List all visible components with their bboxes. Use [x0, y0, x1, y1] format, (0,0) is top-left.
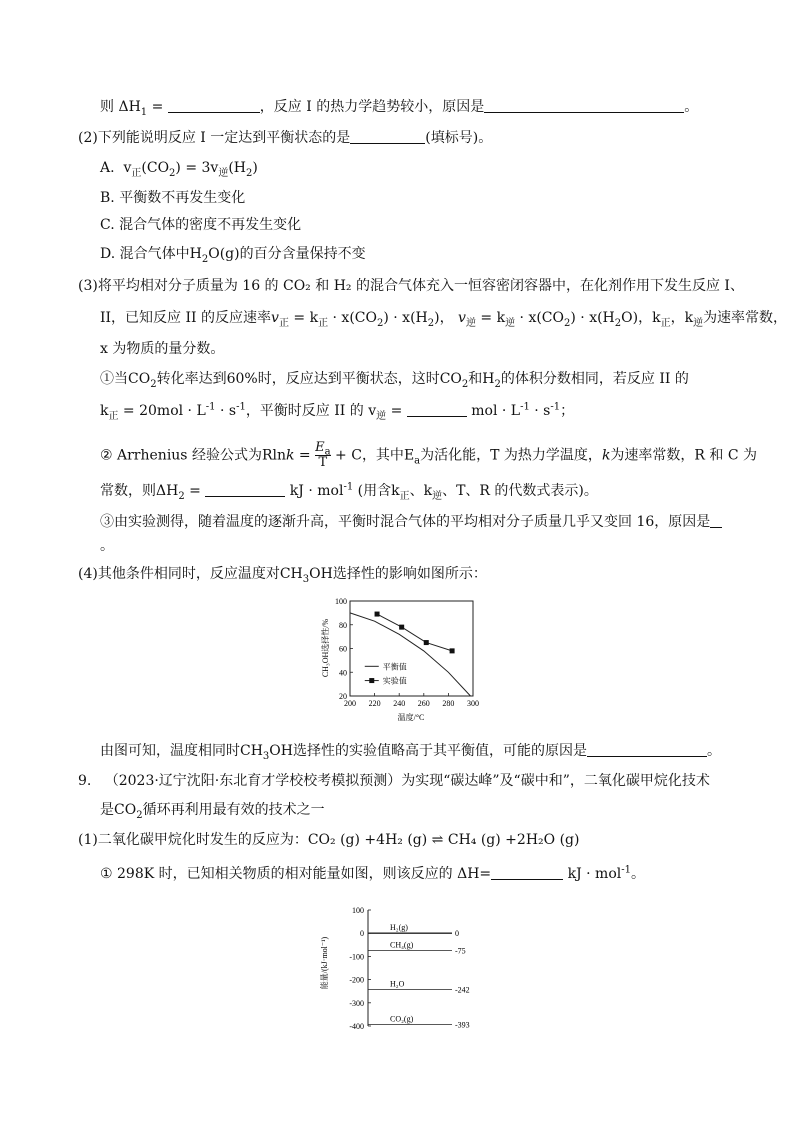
text: A.: [100, 160, 115, 176]
y-tick-label: -400: [349, 1022, 364, 1031]
text: ，其中: [361, 447, 404, 464]
y-tick-label: 60: [339, 644, 347, 654]
text: · s: [215, 403, 237, 419]
text: v: [458, 310, 466, 326]
text: ①当: [100, 371, 128, 387]
x-tick-label: 280: [442, 699, 455, 708]
text: = 20mol · L: [118, 403, 206, 419]
energy-level-species: H₂O: [390, 979, 405, 989]
text: ② Arrhenius 经验公式为: [100, 447, 262, 464]
text: O)，k: [621, 310, 661, 326]
text: = k: [475, 310, 506, 326]
answer-blank[interactable]: [205, 482, 285, 497]
text: 由图可知，温度相同时: [100, 743, 240, 759]
option-c: C. 混合气体的密度不再发生变化: [100, 217, 302, 233]
text: ΔH: [118, 99, 141, 115]
sub-question-3: [100, 512, 722, 532]
question-3-line2: II，已知反应 II 的反应速率$v_正 = k_正 \cdot x(CO_2) \cdot x(H_2)$， $v_逆 = k_逆 \cdot x(CO_2) \cdot x(H_2O)$，$k_正$，$k_逆$为速率常数，: [100, 310, 788, 329]
text: =: [184, 483, 206, 499]
experimental-point: [450, 648, 455, 653]
series-experimental-line: [377, 614, 452, 651]
energy-level-value: 0: [455, 929, 459, 939]
text: 正: [278, 317, 289, 329]
x-tick-label: 200: [344, 699, 356, 708]
answer-blank[interactable]: [407, 402, 467, 417]
x-tick-label: 240: [393, 699, 406, 708]
text: 和: [468, 371, 483, 387]
answer-blank[interactable]: [168, 98, 260, 113]
sub-question-2: ② Arrhenius 经验公式为Rlnk = $\frac{E_a}{T}$ + C，其中$E_a$为活化能，T 为热力学温度，k为速率常数，R 和 C 为: [100, 440, 758, 470]
text: CO: [128, 371, 151, 387]
text: ，k: [670, 310, 694, 326]
option-b: B. 平衡数不再发生变化: [100, 190, 246, 206]
text: 正: [131, 167, 142, 179]
text: mol · L: [471, 403, 521, 419]
problem-9-sub1: ① 298K 时，已知相关物质的相对能量如图，则该反应的 ΔH= kJ · mol$^{-1}$。: [100, 864, 645, 882]
text: (填标号)。: [425, 130, 493, 146]
text: H: [482, 371, 495, 387]
y-tick-label: 40: [339, 668, 347, 678]
x-axis-label: 温度/°C: [397, 713, 425, 722]
text: CH: [279, 566, 303, 582]
text: OH: [309, 566, 333, 582]
y-tick-label: 80: [339, 620, 347, 630]
text: 循环再利用最有效的技术之一: [142, 802, 325, 818]
text: CO: [114, 802, 137, 818]
text: · x(CO: [328, 310, 377, 326]
text: )，: [434, 310, 454, 326]
sub-question-1: ①当$CO_2$转化率达到60%时，反应达到平衡状态，这时$CO_2$和$H_2$的体积分数相同，若反应 II 的: [100, 371, 689, 390]
y-tick-label: -200: [349, 975, 364, 985]
text: II，已知反应 II 的反应速率: [100, 310, 272, 326]
text: 。: [630, 866, 645, 882]
text: (1)二氧化碳甲烷化时发生的反应为：: [78, 832, 308, 848]
sub-question-3-end: 。: [100, 538, 114, 554]
text: kJ · mol: [289, 483, 344, 499]
text: 逆: [218, 167, 229, 179]
option-d: D. 混合气体中$H_2O(g)$的百分含量保持不变: [100, 246, 366, 265]
text: (用含: [353, 483, 392, 499]
text: ln: [272, 447, 286, 464]
selectivity-chart: [318, 593, 490, 723]
problem-9-q1: [78, 830, 579, 850]
text: 时，反应达到平衡状态，这时: [257, 371, 440, 387]
text: 。: [684, 99, 699, 115]
y-axis-label: 能量/(kJ·mol⁻¹): [320, 936, 329, 990]
y-axis-label: CH₃OH选择性/%: [321, 618, 330, 678]
legend-equilibrium-label: 平衡值: [382, 662, 407, 672]
answer-blank[interactable]: [350, 129, 425, 144]
x-tick-label: 260: [417, 699, 430, 708]
text: 9.: [78, 773, 92, 789]
answer-blank[interactable]: [491, 865, 563, 880]
energy-level-species: CH₄(g): [390, 940, 414, 950]
answer-blank[interactable]: [484, 98, 684, 113]
text: 转化率达到: [156, 371, 227, 387]
text: 则: [100, 99, 114, 115]
energy-level-value: -75: [455, 946, 466, 956]
text: 选择性的实验值略高于其平衡值，可能的原因是: [292, 743, 587, 759]
text: (CO: [141, 160, 170, 176]
text: 。: [706, 743, 721, 759]
sub-question-2-cont: 常数，则$\Delta H_2$ = kJ · mol$^{-1}$ (用含$k_正$、$k_逆$、T、R 的代数式表示)。: [100, 481, 598, 502]
text: (4)其他条件相同时，反应温度对: [78, 566, 280, 582]
chart-axes: [335, 597, 479, 708]
experimental-point: [424, 640, 429, 645]
text: 为速率常数，R 和 C 为: [610, 447, 758, 464]
text: 、T、R 的代数式表示)。: [442, 483, 598, 499]
question-3-line1: (3)将平均相对分子质量为 16 的 CO₂ 和 H₂ 的混合气体充入一恒容密闭容器中，在化剂作用下发生反应 I、: [78, 278, 744, 294]
text: k: [100, 403, 109, 419]
text: 选择性的影响如图所示：: [332, 566, 487, 582]
y-tick-label: -100: [349, 952, 364, 962]
text: 、: [409, 483, 424, 499]
y-tick-label: 100: [352, 906, 364, 915]
text: v: [123, 160, 132, 176]
text: · x(CO: [515, 310, 564, 326]
text: =: [386, 403, 407, 419]
text: 60%: [226, 371, 258, 387]
text: 常数，则: [100, 483, 156, 499]
text: ；: [560, 403, 575, 419]
text: R: [261, 447, 273, 464]
problem-9-cont: 是$CO_2$循环再利用最有效的技术之一: [100, 802, 325, 821]
text: ) = 3v: [175, 160, 219, 176]
question-3-line3: x 为物质的量分数。: [100, 341, 225, 357]
text: kJ · mol: [567, 866, 622, 882]
fraction: $\frac{E_a}{T}$: [315, 440, 331, 470]
text: ，反应 I 的热力学趋势较小，原因是: [259, 99, 485, 115]
answer-blank[interactable]: [587, 742, 707, 757]
text: =: [147, 99, 168, 115]
y-tick-label: 0: [360, 929, 364, 939]
text: k: [286, 447, 295, 464]
text: · s: [529, 403, 551, 419]
chart-axes: [349, 906, 371, 1031]
series-equilibrium-line: [350, 613, 471, 696]
question-4-cont: 由图可知，温度相同时$CH_3OH$选择性的实验值略高于其平衡值，可能的原因是 。: [100, 743, 721, 762]
energy-level-chart: [318, 898, 483, 1038]
text: ① 298K 时，已知相关物质的相对能量如图，则该反应的 ΔH=: [100, 866, 492, 882]
text: ③由实验测得，随着温度的逐渐升高，平衡时混合气体的平均相对分子质量几乎又变回 16，原因是: [100, 514, 711, 530]
text: H: [189, 246, 202, 262]
experimental-point: [375, 612, 380, 617]
text: v: [271, 310, 279, 326]
text: = k: [288, 310, 319, 326]
energy-level-species: H₂(g): [390, 923, 408, 933]
problem-9: [78, 771, 710, 791]
text: 的体积分数相同，若反应 II 的: [500, 371, 689, 387]
line-dh1: [100, 97, 698, 117]
text: (2)下列能说明反应 I 一定达到平衡状态的是: [78, 130, 351, 146]
energy-level-value: -242: [455, 985, 470, 995]
text: ，平衡时反应 II 的 v: [245, 403, 377, 419]
question-2: [78, 128, 492, 148]
sub-question-1-cont: $k_正 = 20mol \cdot L^{-1} \cdot s^{-1}$，平衡时反应 II 的 $v_逆$ = mol · $L^{-1} \cdot s^{-1}$；: [100, 401, 575, 422]
text: 为活化能，T 为热力学温度，: [420, 447, 602, 464]
legend-experimental-label: 实验值: [382, 676, 407, 686]
text: E: [315, 440, 325, 455]
x-tick-label: 220: [368, 699, 381, 708]
option-a: A. $v_正(CO_2) = 3v_逆(H_2)$: [100, 160, 258, 179]
energy-level-species: CO₂(g): [390, 1014, 414, 1024]
text: D. 混合气体中: [100, 246, 190, 262]
y-tick-label: 20: [339, 692, 347, 701]
text: 1: [140, 106, 148, 118]
text: T: [318, 455, 328, 470]
text: O(g): [208, 246, 240, 262]
text: ) · x(H: [570, 310, 615, 326]
reaction-equation: CO₂ (g) +4H₂ (g) ⇌ CH₄ (g) +2H₂O (g): [307, 832, 580, 848]
text: 为速率常数，: [703, 310, 788, 326]
text: ): [252, 160, 258, 176]
text: (H: [228, 160, 247, 176]
text: 是: [100, 802, 114, 818]
energy-level-value: -393: [455, 1020, 470, 1030]
question-4: (4)其他条件相同时，反应温度对$CH_3OH$选择性的影响如图所示：: [78, 566, 487, 585]
answer-blank[interactable]: [710, 513, 722, 528]
y-tick-label: 100: [335, 597, 347, 606]
x-tick-label: 300: [467, 699, 479, 708]
text: ) · x(H: [383, 310, 428, 326]
text: =: [294, 447, 316, 464]
text: + C: [330, 447, 362, 464]
experimental-point: [399, 625, 404, 630]
y-tick-label: -300: [349, 998, 364, 1008]
text: （2023·辽宁沈阳·东北育才学校校考模拟预测）为实现“碳达峰”及“碳中和”，二氧化碳甲烷化技术: [104, 773, 710, 789]
legend-experimental-marker: [369, 678, 374, 683]
text: 的百分含量保持不变: [239, 246, 366, 262]
